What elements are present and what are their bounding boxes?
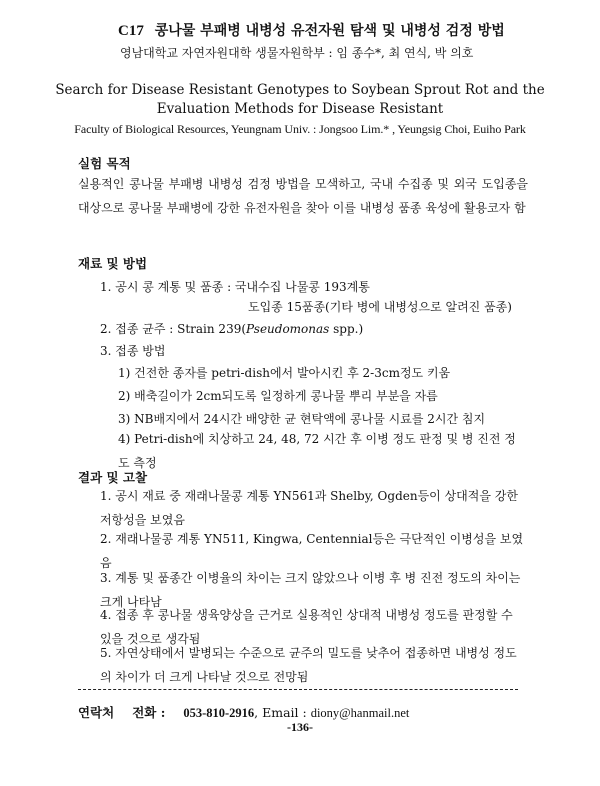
methods-item-2: [100, 320, 363, 337]
methods-item-1b: 도입종 15품종(기타 병에 내병성으로 알려진 품종): [248, 300, 512, 314]
results-item-1: 1. 공시 재료 중 재래나물콩 계통 YN561과 Shelby, Ogden등이 상대적을 강한 저항성을 보였음: [100, 489, 518, 527]
abstract-code: C17: [118, 23, 144, 39]
purpose-text: 실용적인 콩나물 부패병 내병성 검정 방법을 모색하고, 국내 수집종 및 외국 도입종을 대상으로 콩나물 부패병에 강한 유전자원을 찾아 이를 내병성 품종 육성에 활용코자 함: [78, 177, 528, 215]
affiliation-en: Faculty of Biological Resources, Yeungnam Univ. : Jongsoo Lim.* , Yeungsig Choi, Euiho Park: [74, 122, 526, 136]
methods-step-1: 1) 건전한 종자를 petri-dish에서 발아시킨 후 2-3cm정도 키움: [118, 366, 451, 380]
title-en-line2: Evaluation Methods for Disease Resistant: [156, 101, 444, 117]
contact-line: [78, 703, 409, 721]
results-heading: 결과 및 고찰: [78, 470, 148, 485]
abstract-title: [118, 20, 505, 40]
title-ko: 콩나물 부패병 내병성 유전자원 탐색 및 내병성 검정 방법: [154, 23, 505, 39]
email-address: diony@hanmail.net: [310, 706, 410, 720]
title-en-line1: Search for Disease Resistant Genotypes to Soybean Sprout Rot and the: [55, 82, 545, 98]
phone-label: 전화 :: [132, 705, 166, 720]
methods-step-4: 4) Petri-dish에 치상하고 24, 48, 72 시간 후 이병 정도 판정 및 병 진전 정도 측정: [118, 432, 516, 470]
methods-item-2-prefix: 2. 접종 균주 : Strain 239(: [100, 322, 247, 336]
page-number: -136-: [287, 720, 313, 734]
footer-divider: [78, 689, 518, 690]
authors-ko: 영남대학교 자연자원대학 생물자원학부 : 임 종수*, 최 연식, 박 의호: [120, 46, 474, 60]
methods-item-2-species: Pseudomonas: [246, 322, 330, 336]
methods-step-3: 3) NB배지에서 24시간 배양한 균 현탁액에 콩나물 시료를 2시간 침지: [118, 412, 486, 426]
methods-heading: 재료 및 방법: [78, 256, 148, 271]
results-item-4: 4. 접종 후 콩나물 생육양상을 근거로 실용적인 상대적 내병성 정도를 판정할 수 있을 것으로 생각됨: [100, 608, 513, 646]
methods-step-2: 2) 배축길이가 2cm되도록 일정하게 콩나물 뿌리 부분을 자름: [118, 389, 438, 403]
methods-item-1a: 1. 공시 콩 계통 및 품종 : 국내수집 나물콩 193계통: [100, 280, 370, 294]
methods-item-3: 3. 접종 방법: [100, 344, 166, 358]
results-item-5: 5. 자연상태에서 발병되는 수준으로 균주의 밀도를 낮추어 접종하면 내병성 정도의 차이가 더 크게 나타날 것으로 전망됨: [100, 646, 517, 684]
methods-item-2-suffix: spp.): [329, 322, 364, 336]
purpose-heading: 실험 목적: [78, 156, 131, 171]
email-label: , Email :: [254, 705, 307, 720]
results-item-2: 2. 재래나물콩 계통 YN511, Kingwa, Centennial등은 극단적인 이병성을 보였음: [100, 532, 524, 570]
results-item-3: 3. 계통 및 품종간 이병율의 차이는 크지 않았으나 이병 후 병 진전 정도의 차이는 크게 나타남: [100, 571, 521, 609]
phone-number: 053-810-2916: [183, 706, 255, 720]
contact-label: 연락처: [78, 705, 115, 720]
